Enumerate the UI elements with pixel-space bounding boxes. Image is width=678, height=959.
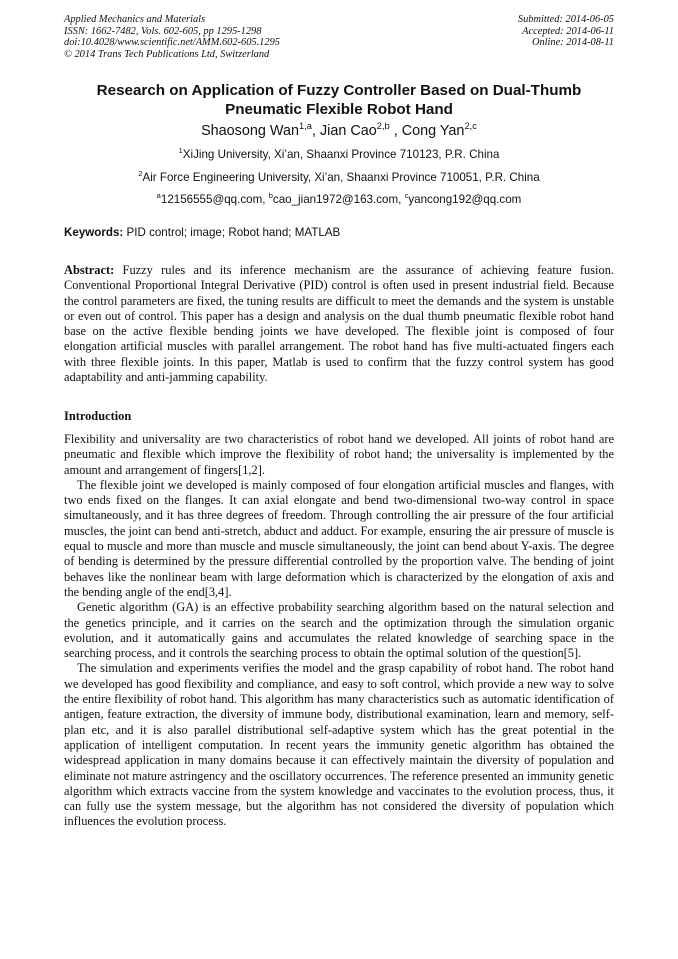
intro-paragraph: Flexibility and universality are two characteristics of robot hand we developed. All joints of robot hand are pneumatic and flexible which improve the flexibility of robot hand; the universality is implemented by the amount and arrangement of fingers[1,2]. (64, 432, 614, 477)
author-sup: 1,a (298, 121, 312, 132)
keywords-text: PID control; image; Robot hand; MATLAB (126, 226, 341, 239)
affiliation-sup: 1 (178, 146, 183, 156)
author-sup: 2,c (464, 121, 477, 132)
email-sup: b (268, 191, 273, 201)
intro-paragraph: The simulation and experiments verifies the model and the grasp capability of robot hand. The robot hand we developed has good flexibility and compliance, and easy to soft control, which provide a new way to solve the entire flexibility of robot hand. This algorithm has many characteristics such as automatic identification of antigen, feature extraction, the diversity of immune body, distributional examination, learn and memory, self-plan etc, and it is also parallel distributional self-adaptive system which has the great potential in the application of intelligent computation. In recent years the immunity genetic algorithm has obtained the widespread application in many domains because it can effectively maintain the diversity of population and eliminate not mature astringency and the oscillatory occurrences. The reference presented an immunity genetic algorithm which extracts vaccine from the system knowledge and vaccinates to the evolution process, thus, it can fully use the system message, but the algorithm has not considered the diversity of population which influences the evolution process. (64, 661, 614, 829)
email-link[interactable]: yancong192@qq.com (408, 193, 522, 206)
journal-name: Applied Mechanics and Materials (64, 14, 206, 25)
doi-line[interactable]: doi:10.4028/www.scientific.net/AMM.602-605.1295 (64, 37, 280, 49)
author-name: Shaosong Wan (201, 123, 299, 139)
affiliation-1 (40, 148, 638, 162)
affiliation-text: Air Force Engineering University, Xi’an, Shaanxi Province 710051, P.R. China (142, 171, 540, 184)
abstract-text: Fuzzy rules and its inference mechanism are the assurance of achieving feature fusion. Conventional Proportional Integral Derivative (PID) control is often used in present industrial field. Because the control parameters are fixed, the tuning results are difficult to meet the demands and the system is unstable or even out of control. This paper has a design and analysis on the dual thumb pneumatic flexible robot hand base on the active flexible bending joints we have developed. The flexible joint is composed of four elongation artificial muscles with parallel arrangement. The robot hand has five multi-actuated fingers each with three flexible joints. In this paper, Matlab is used to confirm that the fuzzy control system has good adaptability and anti-jamming capability. (64, 263, 614, 385)
abstract-block (64, 263, 614, 385)
affiliation-2 (40, 171, 638, 185)
email-link[interactable]: 12156555@qq.com (160, 193, 263, 206)
journal-header-right (518, 14, 614, 49)
copyright-line: © 2014 Trans Tech Publications Ltd, Switzerland (64, 48, 270, 60)
author-name: Cong Yan (401, 123, 465, 139)
intro-paragraph: Genetic algorithm (GA) is an effective probability searching algorithm based on the natural selection and the genetics principle, and it carries on the search and the optimization through the simulation organic evolution, and it automatically gains and accumulates the related knowledge of searching space in the searching process, and it controls the searching process to obtain the optimal solution of the question[5]. (64, 600, 614, 661)
author-sup: 2,b (376, 121, 390, 132)
email-sup: c (404, 191, 409, 201)
keywords-line (64, 226, 340, 240)
affiliation-text: XiJing University, Xi’an, Shaanxi Province 710123, P.R. China (182, 148, 500, 161)
intro-paragraph: The flexible joint we developed is mainly composed of four elongation artificial muscles and flanges, with two ends fixed on the flanges. It can axial elongate and bend two-dimensional two-way control in space simultaneously, and it has three degrees of freedom. Through controlling the air pressure of the four artificial muscles, the joint can bend anti-stretch, abduct and adduct. For example, ensuring the air pressure of muscle is equal to muscle and more than muscle and muscle simultaneously, the joint can bend about Y-axis. The degree of bending is determined by the pressure differential controlled by the proportion valve. The bending of joint behaves like the nonlinear beam with large deformation which is characterized by the elongation of axis and the bending angle of the end[3,4]. (64, 477, 614, 599)
author-name: Jian Cao (319, 123, 377, 139)
abstract-label: Abstract: (64, 263, 115, 277)
submitted-date: Submitted: 2014-06-05 (517, 14, 614, 25)
affiliation-sup: 2 (138, 169, 143, 179)
section-heading-introduction: Introduction (64, 409, 132, 423)
email-list: $^a$12156555@qq.com, $^b$cao_jian1972@163.com, $^c$yancong192@qq.com (156, 191, 522, 206)
keywords-label: Keywords: (64, 226, 124, 239)
paper-title: Research on Application of Fuzzy Controller Based on Dual-Thumb Pneumatic Flexible Robot Hand (96, 82, 582, 118)
email-sup: a (156, 191, 161, 201)
online-date: Online: 2014-08-11 (531, 37, 614, 49)
author-list: Shaosong Wan$^{1,a}$, Jian Cao$^{2,b}$ , Cong Yan$^{2,c}$ (201, 121, 477, 139)
email-link[interactable]: cao_jian1972@163.com (272, 193, 399, 206)
introduction-body (64, 432, 614, 830)
journal-header-left (64, 14, 280, 60)
issn-line: ISSN: 1662-7482, Vols. 602-605, pp 1295-1298 (64, 25, 262, 37)
accepted-date: Accepted: 2014-06-11 (522, 25, 614, 37)
